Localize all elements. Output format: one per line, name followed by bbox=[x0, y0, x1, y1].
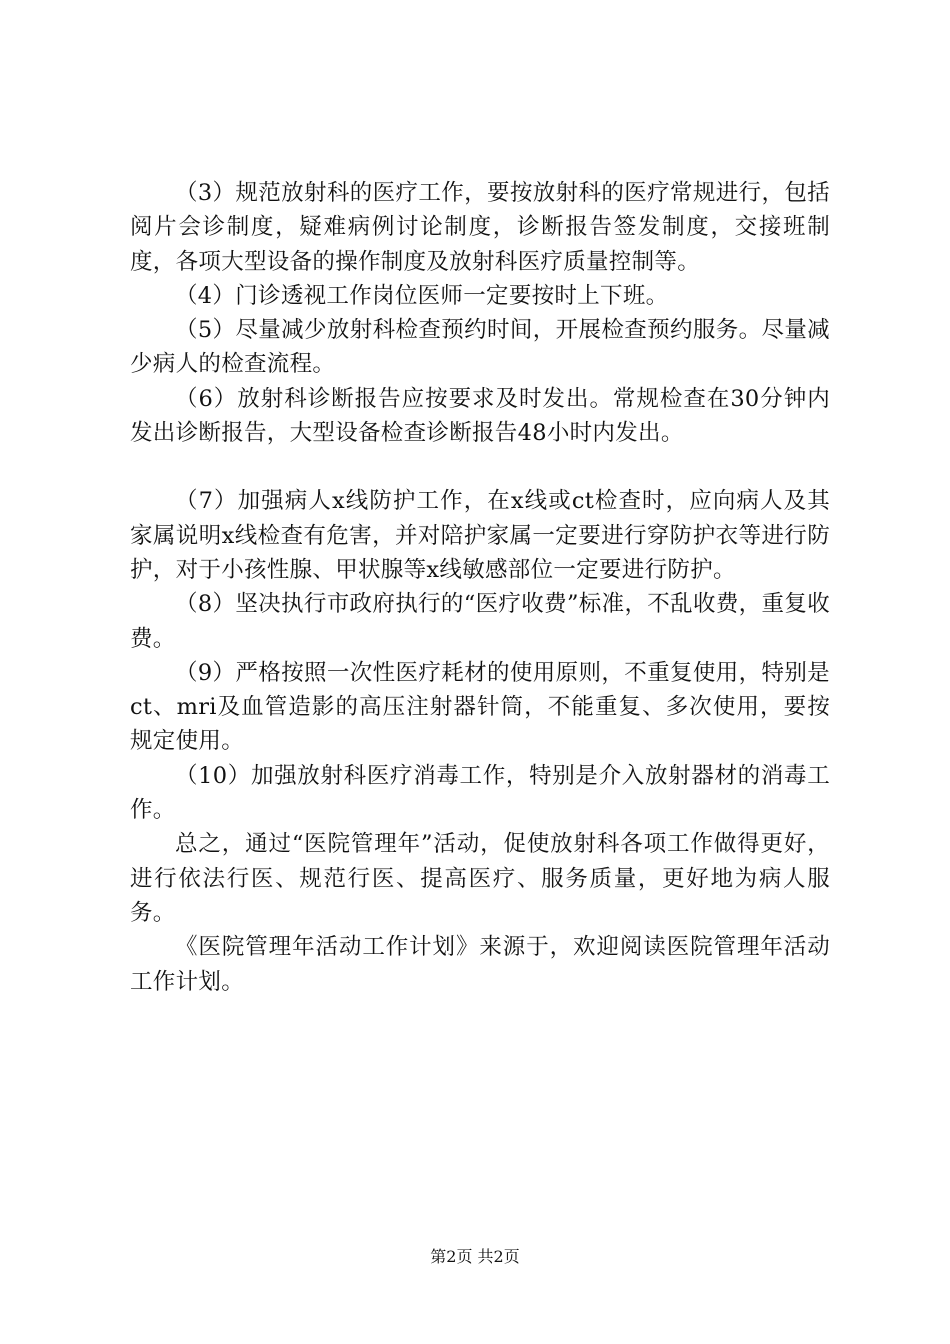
paragraph-summary: 总之，通过“医院管理年”活动，促使放射科各项工作做得更好，进行依法行医、规范行医、提高医疗、服务质量，更好地为病人服务。 bbox=[130, 831, 830, 926]
paragraph-source: 《医院管理年活动工作计划》来源于，欢迎阅读医院管理年活动工作计划。 bbox=[130, 934, 830, 995]
paragraph-4: （4）门诊透视工作岗位医师一定要按时上下班。 bbox=[175, 282, 669, 309]
paragraph-9: （9）严格按照一次性医疗耗材的使用原则，不重复使用，特别是ct、mri及血管造影的高压注射器针筒，不能重复、多次使用，要按规定使用。 bbox=[130, 659, 830, 755]
paragraph-10: （10）加强放射科医疗消毒工作，特别是介入放射器材的消毒工作。 bbox=[130, 762, 830, 824]
paragraph-6: （6）放射科诊断报告应按要求及时发出。常规检查在30分钟内发出诊断报告，大型设备检查诊断报告48小时内发出。 bbox=[130, 385, 830, 447]
paragraph-5: （5）尽量减少放射科检查预约时间，开展检查预约服务。尽量减少病人的检查流程。 bbox=[130, 317, 830, 378]
paragraph-7: （7）加强病人x线防护工作，在x线或ct检查时，应向病人及其家属说明x线检查有危害，并对陪护家属一定要进行穿防护衣等进行防护，对于小孩性腺、甲状腺等x线敏感部位一定要进行防护。 bbox=[130, 488, 830, 583]
page-number-footer: 第2页 共2页 bbox=[430, 1247, 520, 1266]
paragraph-8: （8）坚决执行市政府执行的“医疗收费”标准，不乱收费，重复收费。 bbox=[130, 591, 830, 652]
paragraph-3: （3）规范放射科的医疗工作，要按放射科的医疗常规进行，包括阅片会诊制度，疑难病例讨论制度，诊断报告签发制度，交接班制度，各项大型设备的操作制度及放射科医疗质量控制等。 bbox=[130, 180, 830, 275]
document-body bbox=[130, 176, 830, 999]
